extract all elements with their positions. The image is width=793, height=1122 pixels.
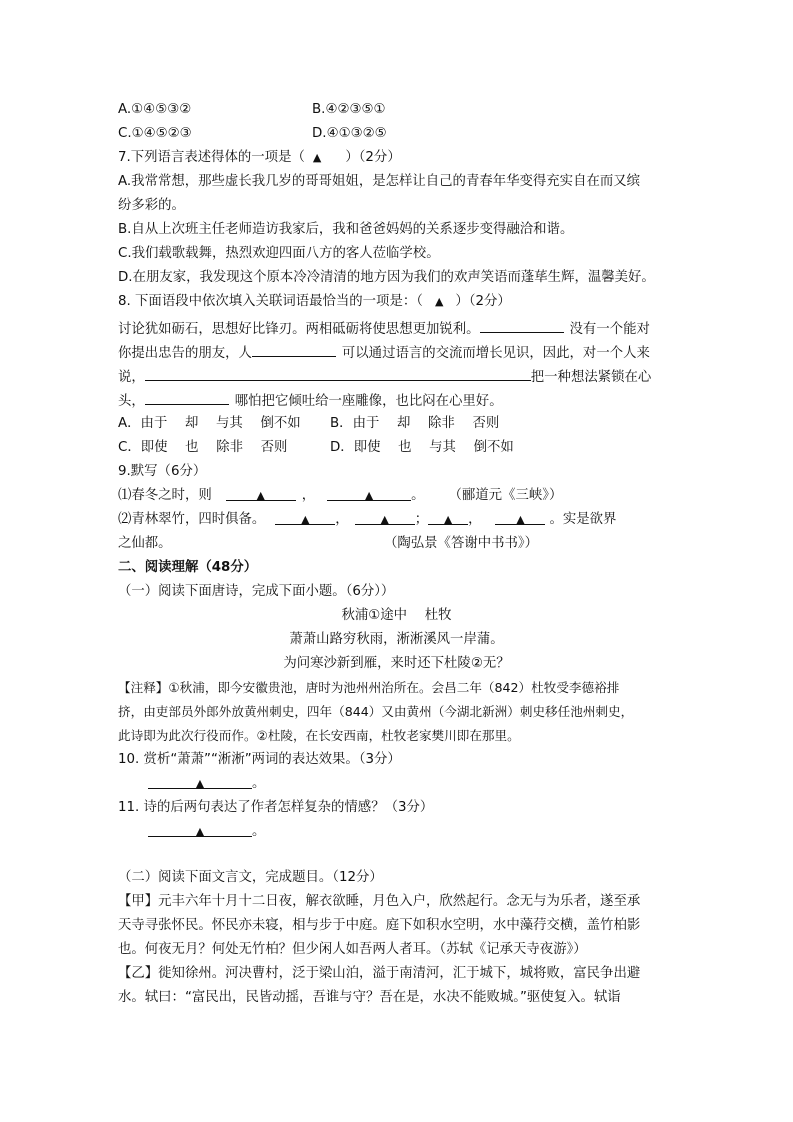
q10-stem: 10. 赏析“萧萧”“淅淅”两词的表达效果。（3分） <box>118 752 401 767</box>
q6-option-a: A.①④⑤③② <box>118 102 192 117</box>
section-heading: 二、阅读理解（48分） <box>118 560 258 575</box>
answer-triangle-icon: ▲ <box>443 513 453 526</box>
q9-text: ； <box>414 512 429 527</box>
q7-stem-pre: 7.下列语言表述得体的一项是（ <box>118 150 305 165</box>
q9-text: ⑵青林翠竹，四时俱备。 <box>118 512 266 527</box>
answer-blank[interactable] <box>148 774 252 789</box>
q8-passage-line1 <box>118 318 650 340</box>
q6-option-c: C.①④⑤②③ <box>118 126 192 141</box>
q6-options-row2 <box>118 124 387 144</box>
q8-passage-text: 哪怕把它倾吐给一座雕像，也比闷在心里好。 <box>234 394 503 409</box>
q6-option-d: D.④①③②⑤ <box>312 126 387 141</box>
q8-passage-text: 没有一个能对 <box>569 322 650 337</box>
q7-stem-post: ）（2分） <box>345 150 401 165</box>
answer-triangle-icon: ▲ <box>195 777 205 790</box>
q9-source: （郦道元《三峡》） <box>448 488 563 503</box>
q8-passage-text: 你提出忠告的朋友，人 <box>118 346 252 361</box>
q9-text: ， <box>301 488 316 503</box>
q9-text: 。 <box>411 488 425 503</box>
answer-triangle-icon: ▲ <box>434 295 444 308</box>
q8-passage-line2 <box>118 342 650 364</box>
q8-options-row2 <box>118 438 514 458</box>
fill-blank[interactable] <box>226 486 296 501</box>
q7-option-a-line2: 纷多彩的。 <box>118 198 185 213</box>
passage-yi-line: 水。轼曰：“富民出，民皆动摇，吾谁与守？吾在是，水决不能败城。”驱使复入。轼诣 <box>118 990 621 1005</box>
q8-option-b: B．由于 却 除非 否则 <box>330 416 500 431</box>
fill-blank[interactable] <box>275 510 335 525</box>
q8-option-a: A．由于 却 与其 倒不如 <box>118 416 301 431</box>
poem-line: 为问寒沙新到雁，来时还下杜陵②无？ <box>283 656 510 671</box>
q7-option-b: B.自从上次班主任老师造访我家后，我和爸爸妈妈的关系逐步变得融洽和谐。 <box>118 222 574 237</box>
fill-blank[interactable] <box>480 318 564 333</box>
answer-blank[interactable] <box>148 822 252 837</box>
q7-option-a-line1: A.我常常想，那些虚长我几岁的哥哥姐姐，是怎样让自己的青春年华变得充实自在而又缤 <box>118 174 641 189</box>
answer-triangle-icon: ▲ <box>516 513 525 526</box>
fill-blank[interactable] <box>145 390 229 405</box>
q6-option-b: B.④②③⑤① <box>312 102 386 117</box>
q8-passage-line3 <box>118 366 651 388</box>
q9-text: ， <box>335 512 349 527</box>
q8-options-row1 <box>118 414 499 434</box>
q9-line2 <box>118 510 616 530</box>
q8-option-d: D．即使 也 与其 倒不如 <box>330 440 514 455</box>
q8-passage-text: 可以通过语言的交流而增长见识，因此，对一个人来 <box>341 346 650 361</box>
q7-option-c: C.我们载歌载舞，热烈欢迎四面八方的客人莅临学校。 <box>118 246 440 261</box>
answer-triangle-icon: ▲ <box>380 513 389 526</box>
fill-blank[interactable] <box>145 366 531 381</box>
poem-note: 挤，由吏部员外郎外放黄州刺史，四年（844）又由黄州（今湖北新洲）刺史移任池州刺史， <box>118 704 634 719</box>
period-mark: 。 <box>252 776 266 791</box>
poem-note: 此诗即为此次行役而作。②杜陵，在长安西南，杜牧老家樊川即在那里。 <box>118 728 520 743</box>
passage-yi-line: 【乙】徙知徐州。河决曹村，泛于梁山泊，溢于南清河，汇于城下，城将败，富民争出避 <box>118 966 641 981</box>
q8-passage-text: 头， <box>118 394 145 409</box>
q8-stem-pre: 8. 下面语段中依次填入关联词语最恰当的一项是：（ <box>118 294 423 309</box>
q9-source: （陶弘景《答谢中书书》） <box>384 536 538 551</box>
q8-passage-text: 讨论犹如砺石，思想好比锋刃。两相砥砺将使思想更加锐利。 <box>118 322 480 337</box>
q10-answer-line <box>148 774 265 794</box>
fill-blank[interactable] <box>327 486 411 501</box>
fill-blank[interactable] <box>428 510 468 525</box>
passage-jia-line: 也。何夜无月？何处无竹柏？但少闲人如吾两人者耳。（苏轼《记承天寺夜游》） <box>118 942 587 957</box>
poem-title: 秋浦①途中 杜牧 <box>341 608 452 623</box>
fill-blank[interactable] <box>495 510 545 525</box>
fill-blank[interactable] <box>355 510 415 525</box>
q8-passage-text: 说， <box>118 370 145 385</box>
poem-line: 萧萧山路穷秋雨，淅淅溪风一岸蒲。 <box>289 632 504 647</box>
q9-line3 <box>118 534 538 554</box>
q6-options-row1 <box>118 100 385 120</box>
answer-triangle-icon: ▲ <box>195 825 205 838</box>
q11-answer-line <box>148 822 265 842</box>
q7-stem <box>118 148 401 168</box>
q9-text: 。实是欲界 <box>549 512 617 527</box>
fill-blank[interactable] <box>252 342 336 357</box>
period-mark: 。 <box>252 824 266 839</box>
q8-stem <box>118 292 511 312</box>
answer-triangle-icon: ▲ <box>364 489 374 502</box>
q8-passage-line4 <box>118 390 503 412</box>
q11-stem: 11. 诗的后两句表达了作者怎样复杂的情感？（3分） <box>118 800 434 815</box>
q8-option-c: C．即使 也 除非 否则 <box>118 440 288 455</box>
subsection-heading: （一）阅读下面唐诗，完成下面小题。（6分）） <box>118 584 395 599</box>
poem-note: 【注释】①秋浦，即今安徽贵池，唐时为池州州治所在。会昌二年（842）杜牧受李德裕排 <box>118 680 620 695</box>
q9-title: 9.默写（6分） <box>118 464 207 479</box>
q8-passage-text: 把一种想法紧锁在心 <box>530 370 652 385</box>
answer-triangle-icon: ▲ <box>301 513 310 526</box>
q8-stem-post: ）（2分） <box>455 294 511 309</box>
q9-text: ⑴春冬之时，则 <box>118 488 212 503</box>
q9-text: ， <box>468 512 482 527</box>
answer-triangle-icon: ▲ <box>256 489 265 502</box>
q9-text: 之仙都。 <box>118 536 172 551</box>
passage-jia-line: 【甲】元丰六年十月十二日夜，解衣欲睡，月色入户，欣然起行。念无与为乐者，遂至承 <box>118 894 641 909</box>
q9-line1 <box>118 486 562 506</box>
answer-triangle-icon: ▲ <box>312 151 322 164</box>
subsection-heading: （二）阅读下面文言文，完成题目。（12分） <box>118 870 383 885</box>
q7-option-d: D.在朋友家，我发现这个原本冷冷清清的地方因为我们的欢声笑语而蓬荜生辉，温馨美好。 <box>118 270 655 285</box>
passage-jia-line: 天寺寻张怀民。怀民亦未寝，相与步于中庭。庭下如积水空明，水中藻荇交横，盖竹柏影 <box>118 918 641 933</box>
